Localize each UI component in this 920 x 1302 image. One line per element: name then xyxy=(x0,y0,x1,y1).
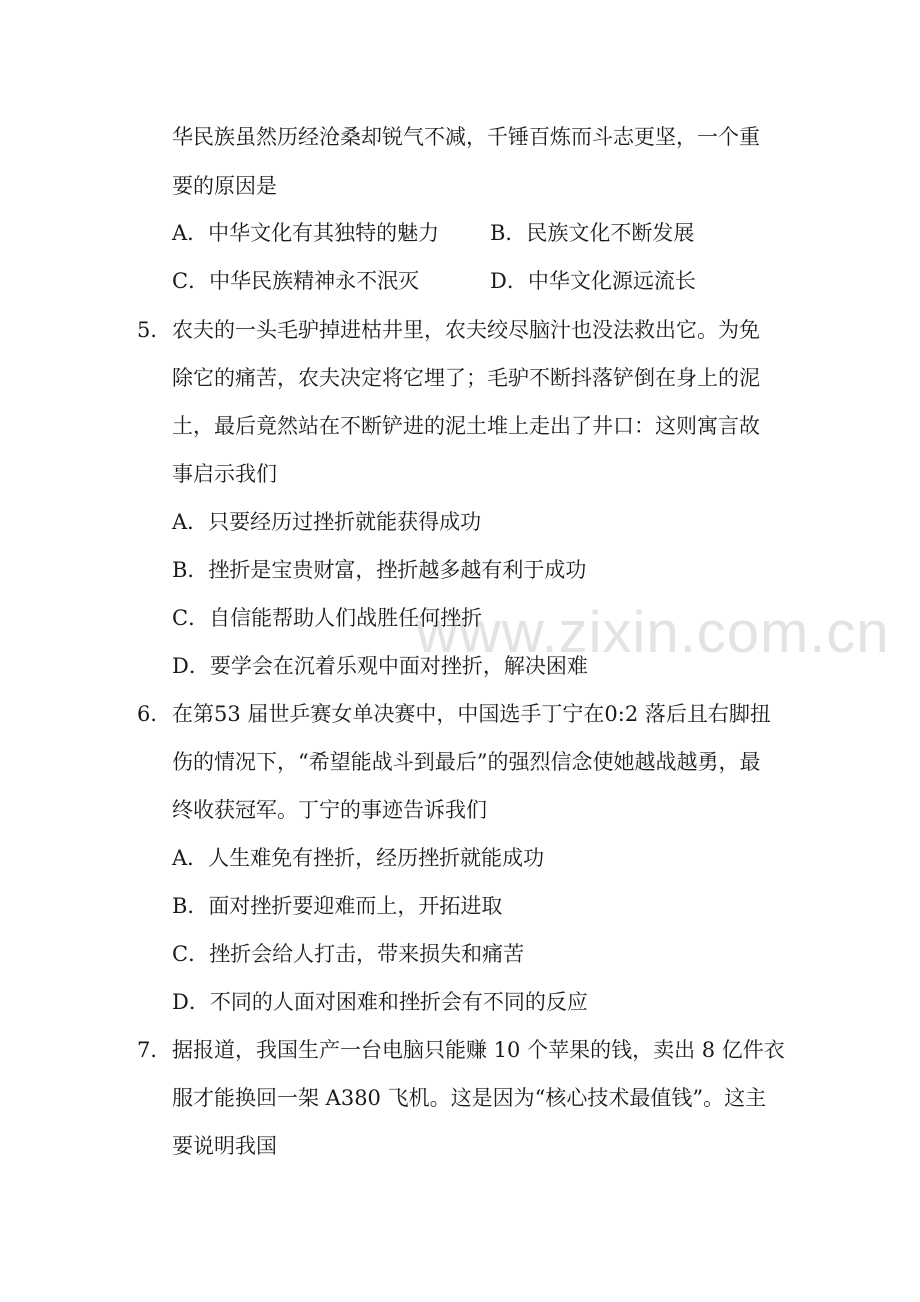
q5-stem-line-3: 土，最后竟然站在不断铲进的泥土堆上走出了井口：这则寓言故 xyxy=(172,414,760,438)
q6-option-c: C．挫折会给人打击，带来损失和痛苦 xyxy=(172,942,525,966)
q5-option-b: B．挫折是宝贵财富，挫折越多越有利于成功 xyxy=(172,558,587,582)
q4-option-b: B．民族文化不断发展 xyxy=(490,221,695,245)
q5-number: 5． xyxy=(137,318,172,342)
q6-stem-line-3: 终收获冠军。丁宁的事迹告诉我们 xyxy=(172,798,487,822)
q7-stem-line-3: 要说明我国 xyxy=(172,1134,277,1158)
q7-stem-line-2: 服才能换回一架 A380 飞机。这是因为“核心技术最值钱”。这主 xyxy=(172,1086,767,1110)
q6-option-d: D．不同的人面对困难和挫折会有不同的反应 xyxy=(172,990,588,1014)
q4-stem-line-2: 要的原因是 xyxy=(172,174,277,198)
q4-option-c: C．中华民族精神永不泯灭 xyxy=(172,269,420,293)
q4-stem-line-1: 华民族虽然历经沧桑却锐气不减，千锤百炼而斗志更坚，一个重 xyxy=(172,125,760,149)
q4-option-d: D．中华文化源远流长 xyxy=(490,269,696,293)
q7-number: 7． xyxy=(137,1038,172,1062)
q5-option-c: C．自信能帮助人们战胜任何挫折 xyxy=(172,606,483,630)
q6-stem-line-2: 伤的情况下，“希望能战斗到最后”的强烈信念使她越战越勇，最 xyxy=(172,750,761,774)
q5-stem-line-4: 事启示我们 xyxy=(172,462,277,486)
q4-option-a: A．中华文化有其独特的魅力 xyxy=(172,221,440,245)
q5-stem-line-2: 除它的痛苦，农夫决定将它埋了；毛驴不断抖落铲倒在身上的泥 xyxy=(172,366,760,390)
q7-stem-line-1: 据报道，我国生产一台电脑只能赚 10 个苹果的钱，卖出 8 亿件衣 xyxy=(172,1038,785,1062)
q5-option-d: D．要学会在沉着乐观中面对挫折，解决困难 xyxy=(172,654,588,678)
q6-stem-line-1: 在第53 届世乒赛女单决赛中，中国选手丁宁在0:2 落后且右脚扭 xyxy=(172,702,771,726)
q6-option-b: B．面对挫折要迎难而上，开拓进取 xyxy=(172,894,503,918)
q5-option-a: A．只要经历过挫折就能获得成功 xyxy=(172,510,482,534)
q6-number: 6． xyxy=(137,702,172,726)
watermark: www.zixin.com.cn xyxy=(416,600,890,665)
q5-stem-line-1: 农夫的一头毛驴掉进枯井里，农夫绞尽脑汁也没法救出它。为免 xyxy=(172,318,760,342)
q6-option-a: A．人生难免有挫折，经历挫折就能成功 xyxy=(172,846,545,870)
